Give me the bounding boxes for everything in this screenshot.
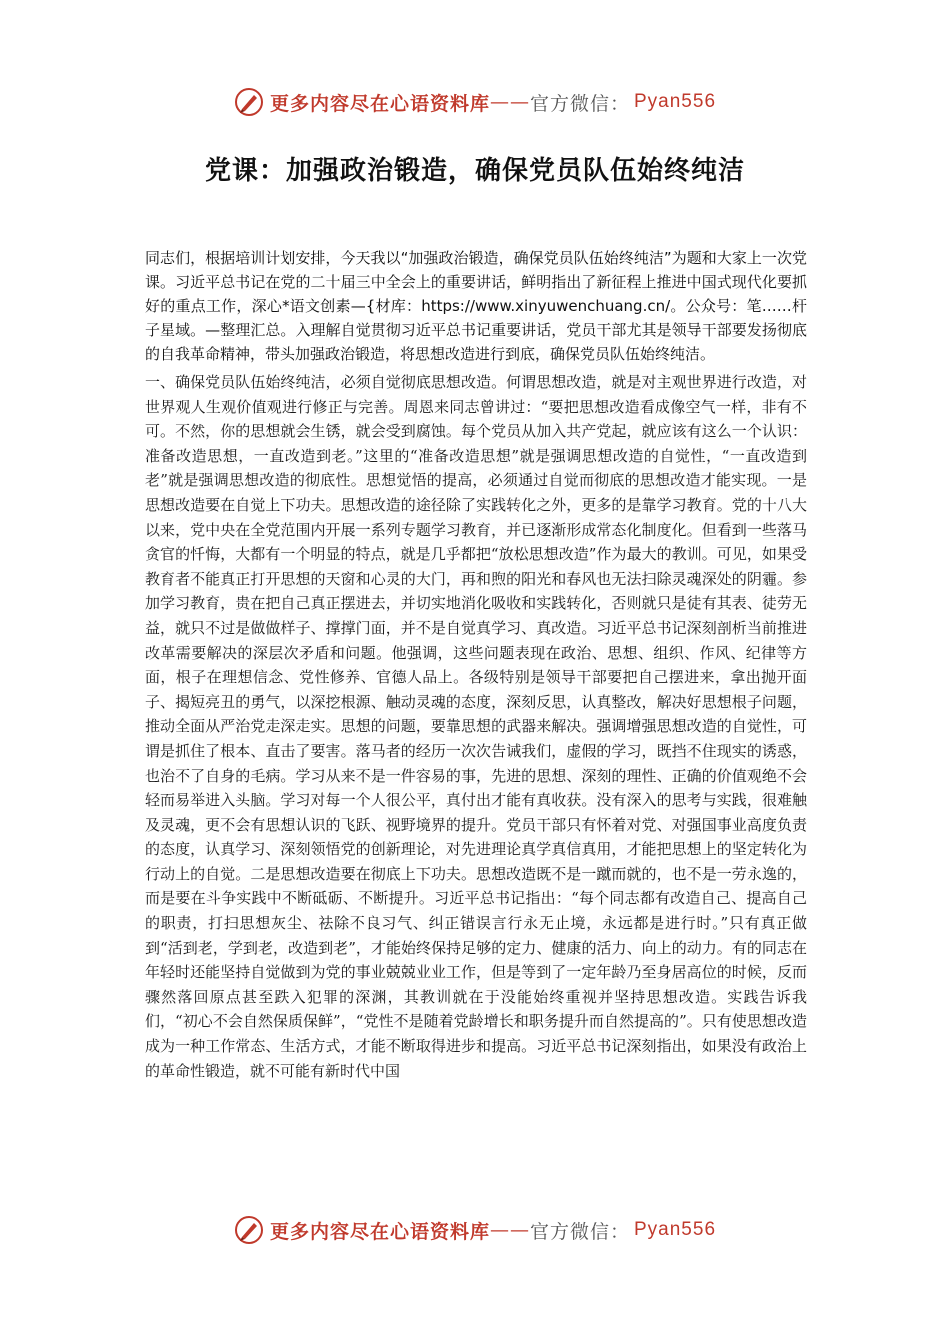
document-body — [145, 246, 807, 1083]
body-paragraph: 一、确保党员队伍始终纯洁，必须自觉彻底思想改造。何谓思想改造，就是对主观世界进行改造，对世界观人生观价值观进行修正与完善。周恩来同志曾讲过：“要把思想改造看成像空气一样，非有不可。不然，你的思想就会生锈，就会受到腐蚀。每个党员从加入共产党起，就应该有这么一个认识：准备改造思想，一直改造到老。”这里的“准备改造思想”就是强调思想改造的自觉性，“一直改造到老”就是强调思想改造的彻底性。思想觉悟的提高，必须通过自觉而彻底的思想改造才能实现。一是思想改造要在自觉上下功夫。思想改造的途径除了实践转化之外，更多的是靠学习教育。党的十八大以来，党中央在全党范围内开展一系列专题学习教育，并已逐渐形成常态化制度化。但看到一些落马贪官的忏悔，大都有一个明显的特点，就是几乎都把“放松思想改造”作为最大的教训。可见，如果受教育者不能真正打开思想的天窗和心灵的大门，再和煦的阳光和春风也无法扫除灵魂深处的阴霾。参加学习教育，贵在把自己真正摆进去，并切实地消化吸收和实践转化，否则就只是徒有其表、徒劳无益，就只不过是做做样子、撑撑门面，并不是自觉真学习、真改造。习近平总书记深刻剖析当前推进改革需要解决的深层次矛盾和问题。他强调，这些问题表现在政治、思想、组织、作风、纪律等方面，根子在理想信念、党性修养、官德人品上。各级特别是领导干部要把自己摆进来，拿出抛开面子、揭短亮丑的勇气，以深挖根源、触动灵魂的态度，深刻反思，认真整改，解决好思想根子问题，推动全面从严治党走深走实。思想的问题，要靠思想的武器来解决。强调增强思想改造的自觉性，可谓是抓住了根本、直击了要害。落马者的经历一次次告诫我们，虚假的学习，既挡不住现实的诱惑，也治不了自身的毛病。学习从来不是一件容易的事，先进的思想、深刻的理性、正确的价值观绝不会轻而易举进入头脑。学习对每一个人很公平，真付出才能有真收获。没有深入的思考与实践，很难触及灵魂，更不会有思想认识的飞跃、视野境界的提升。党员干部只有怀着对党、对强国事业高度负责的态度，认真学习、深刻领悟党的创新理论，对先进理论真学真信真用，才能把思想上的坚定转化为行动上的自觉。二是思想改造要在彻底上下功夫。思想改造既不是一蹴而就的，也不是一劳永逸的，而是要在斗争实践中不断砥砺、不断提升。习近平总书记指出：“每个同志都有改造自己、提高自己的职责，打扫思想灰尘、祛除不良习气、纠正错误言行永无止境，永远都是进行时。”只有真正做到“活到老，学到老，改造到老”，才能始终保持足够的定力、健康的活力、向上的动力。有的同志在年轻时还能坚持自觉做到为党的事业兢兢业业工作，但是等到了一定年龄乃至身居高位的时候，反而骤然落回原点甚至跌入犯罪的深渊，其教训就在于没能始终重视并坚持思想改造。实践告诉我们，“初心不会自然保质保鲜”，“党性不是随着党龄增长和职务提升而自然提高的”。只有使思想改造成为一种工作常态、生活方式，才能不断取得进步和提高。习近平总书记深刻指出，如果没有政治上的革命性锻造，就不可能有新时代中国 — [145, 373, 807, 1080]
pen-logo-icon — [234, 1215, 264, 1245]
banner-wechat-id: Pyan556 — [634, 91, 717, 112]
banner-brand: 更多内容尽在心语资料库 — [269, 92, 490, 115]
banner-wechat-label: 官方微信： — [529, 1220, 630, 1243]
banner-separator: —— — [489, 1219, 530, 1241]
banner-separator: —— — [489, 91, 530, 113]
banner-brand: 更多内容尽在心语资料库 — [269, 1220, 490, 1243]
banner-wechat-label: 官方微信： — [529, 92, 630, 115]
header-banner — [0, 82, 950, 122]
pen-logo-icon — [234, 87, 264, 117]
footer-banner — [0, 1210, 950, 1250]
banner-wechat-id: Pyan556 — [634, 1219, 717, 1240]
document-title: 党课：加强政治锻造，确保党员队伍始终纯洁 — [204, 156, 745, 186]
intro-paragraph: 同志们，根据培训计划安排，今天我以“加强政治锻造，确保党员队伍始终纯洁”为题和大家上一次党课。习近平总书记在党的二十届三中全会上的重要讲话，鲜明指出了新征程上推进中国式现代化要抓好的重点工作，深心*语文创素—{材库：https://www.xinyuwenchuang.cn/。公众号：笔……杆子星域。—整理汇总。入理解自觉贯彻习近平总书记重要讲话，党员干部尤其是领导干部要发扬彻底的自我革命精神，带头加强政治锻造，将思想改造进行到底，确保党员队伍始终纯洁。 — [145, 249, 807, 363]
